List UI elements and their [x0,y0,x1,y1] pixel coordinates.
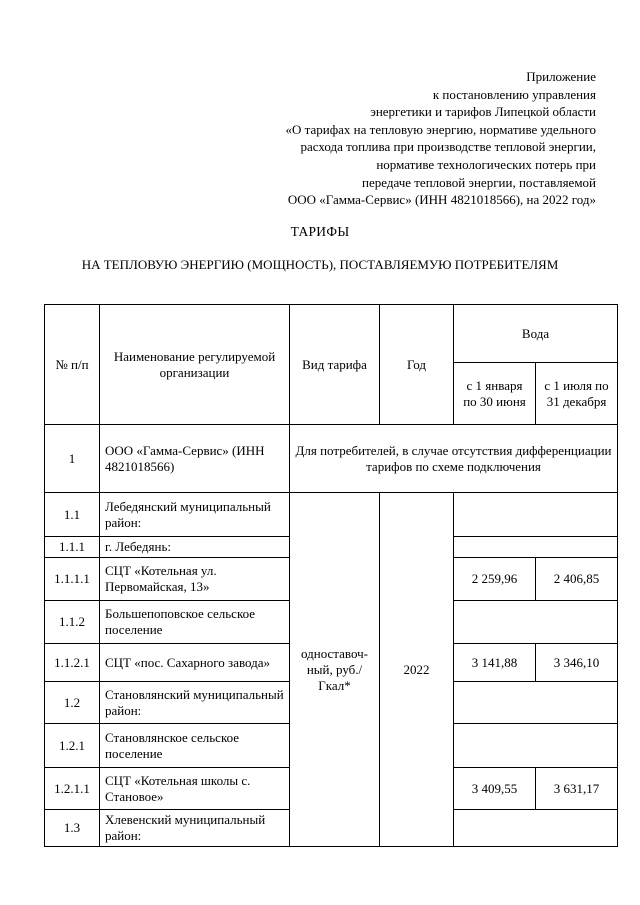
row-num: 1.2 [45,682,100,724]
value-empty [454,493,618,537]
row-num: 1.2.1 [45,724,100,768]
value-empty [454,810,618,847]
value-empty [454,537,618,558]
org-row-name: ООО «Гамма-Сервис» (ИНН 4821018566) [100,425,290,493]
value-period-2: 3 346,10 [536,644,618,682]
row-num: 1.1.1 [45,537,100,558]
row-name: СЦТ «Котельная школы с. Становое» [100,768,290,810]
header-num: № п/п [45,305,100,425]
appendix-line: «О тарифах на тепловую энергию, нормативе удельного [285,121,596,137]
year-cell: 2022 [380,493,454,847]
appendix-block [156,68,596,209]
row-name: Большепоповское сельское поселение [100,601,290,644]
header-period-2: с 1 июля по 31 декабря [536,363,618,425]
value-period-2: 3 631,17 [536,768,618,810]
appendix-line: к постановлению управления [432,86,596,102]
document-title: ТАРИФЫ [290,224,350,239]
document-subtitle: НА ТЕПЛОВУЮ ЭНЕРГИЮ (МОЩНОСТЬ), ПОСТАВЛЯЕМУЮ ПОТРЕБИТЕЛЯМ [81,257,559,272]
appendix-line: нормативе технологических потерь при [376,156,596,172]
appendix-line: передаче тепловой энергии, поставляемой [362,174,596,190]
header-org: Наименование регулируемой организации [100,305,290,425]
value-period-1: 3 409,55 [454,768,536,810]
value-period-1: 3 141,88 [454,644,536,682]
row-name: Лебедянский муниципальный район: [100,493,290,537]
appendix-line: Приложение [526,69,596,84]
value-period-2: 2 406,85 [536,558,618,601]
row-name: Хлевенский муниципальный район: [100,810,290,847]
tariff-type-cell: одноставоч-ный, руб./Гкал* [290,493,380,847]
row-num: 1.1.1.1 [45,558,100,601]
value-empty [454,682,618,724]
row-name: Становлянский муниципальный район: [100,682,290,724]
row-name: Становлянское сельское поселение [100,724,290,768]
org-row-note: Для потребителей, в случае отсутствия дифференциации тарифов по схеме подключения [290,425,618,493]
row-num: 1.1.2.1 [45,644,100,682]
value-period-1: 2 259,96 [454,558,536,601]
appendix-line: ООО «Гамма-Сервис» (ИНН 4821018566), на 2022 год» [287,192,596,208]
row-num: 1.1 [45,493,100,537]
org-row-num: 1 [45,425,100,493]
appendix-line: энергетики и тарифов Липецкой области [370,104,596,120]
row-num: 1.2.1.1 [45,768,100,810]
header-tariff-type: Вид тарифа [290,305,380,425]
row-num: 1.3 [45,810,100,847]
table-row [45,493,618,537]
appendix-line: расхода топлива при производстве тепловой энергии, [300,139,596,155]
value-empty [454,601,618,644]
value-empty [454,724,618,768]
row-num: 1.1.2 [45,601,100,644]
row-name: г. Лебедянь: [100,537,290,558]
row-name: СЦТ «Котельная ул. Первомайская, 13» [100,558,290,601]
header-period-1: с 1 января по 30 июня [454,363,536,425]
header-water: Вода [454,305,618,363]
header-year: Год [380,305,454,425]
tariff-table [44,304,618,847]
row-name: СЦТ «пос. Сахарного завода» [100,644,290,682]
